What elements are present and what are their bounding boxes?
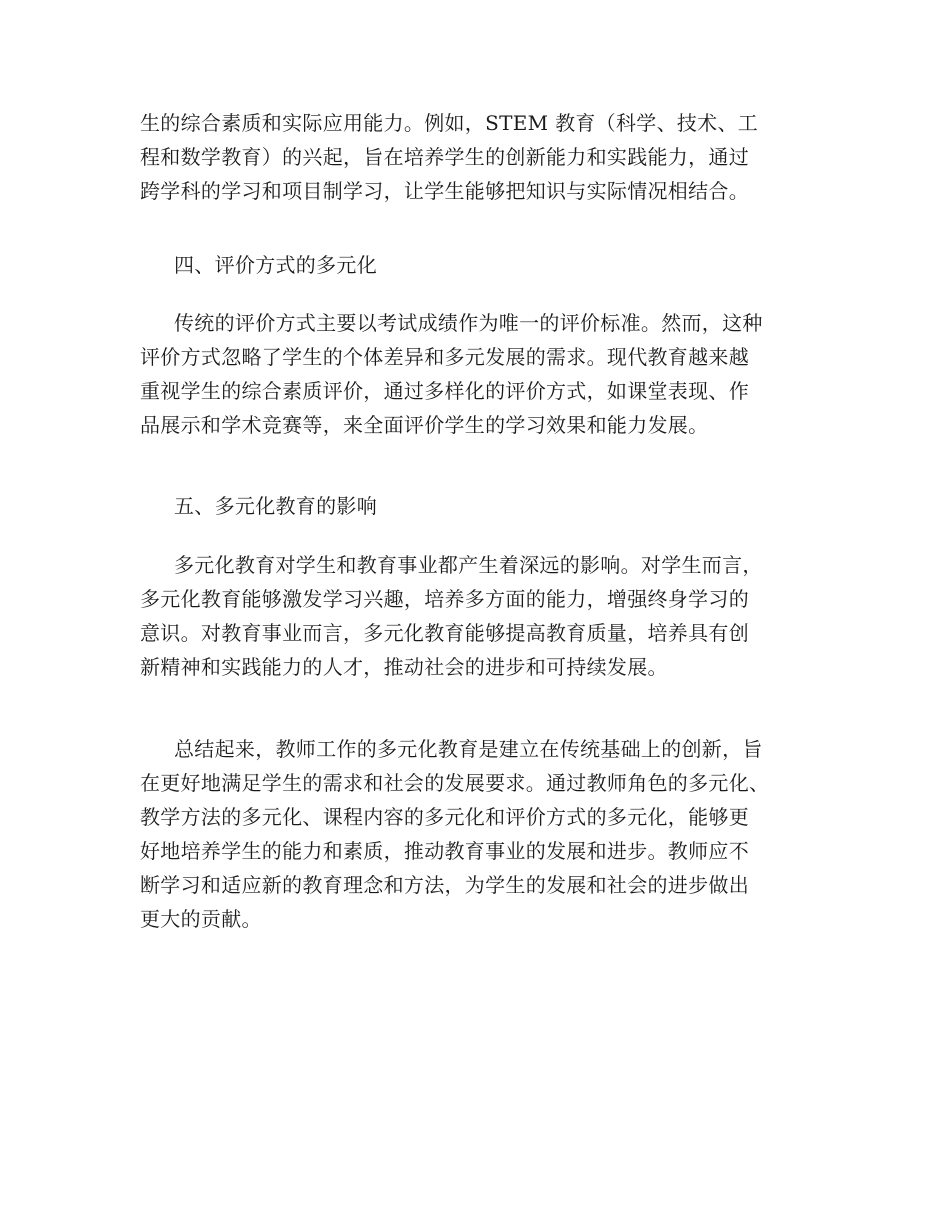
paragraph-evaluation bbox=[140, 306, 840, 442]
paragraph-line: 多元化教育能够激发学习兴趣，培养多方面的能力，增强终身学习的 bbox=[140, 587, 749, 611]
paragraph-line: 意识。对教育事业而言，多元化教育能够提高教育质量，培养具有创 bbox=[140, 621, 749, 645]
paragraph-line: 教学方法的多元化、课程内容的多元化和评价方式的多元化，能够更 bbox=[140, 805, 749, 829]
paragraph-conclusion bbox=[140, 732, 840, 936]
paragraph-line: 好地培养学生的能力和素质，推动教育事业的发展和进步。教师应不 bbox=[140, 839, 749, 863]
paragraph-line: 新精神和实践能力的人才，推动社会的进步和可持续发展。 bbox=[140, 655, 668, 679]
paragraph-line: 程和数学教育）的兴起，旨在培养学生的创新能力和实践能力，通过 bbox=[140, 145, 749, 169]
paragraph-line: 多元化教育对学生和教育事业都产生着深远的影响。对学生而言， bbox=[174, 553, 763, 577]
paragraph-stem-education bbox=[140, 106, 840, 208]
paragraph-line: 生的综合素质和实际应用能力。例如，STEM 教育（科学、技术、工 bbox=[140, 111, 759, 135]
paragraph-line: 在更好地满足学生的需求和社会的发展要求。通过教师角色的多元化、 bbox=[140, 771, 770, 795]
section-heading-4 bbox=[140, 248, 840, 282]
paragraph-line: 断学习和适应新的教育理念和方法，为学生的发展和社会的进步做出 bbox=[140, 873, 749, 897]
paragraph-line: 更大的贡献。 bbox=[140, 907, 262, 931]
heading-text: 四、评价方式的多元化 bbox=[174, 253, 377, 277]
paragraph-line: 跨学科的学习和项目制学习，让学生能够把知识与实际情况相结合。 bbox=[140, 179, 749, 203]
paragraph-impact bbox=[140, 548, 840, 684]
paragraph-line: 传统的评价方式主要以考试成绩作为唯一的评价标准。然而，这种 bbox=[174, 311, 763, 335]
paragraph-line: 品展示和学术竞赛等，来全面评价学生的学习效果和能力发展。 bbox=[140, 413, 709, 437]
section-heading-5 bbox=[140, 489, 840, 523]
heading-text: 五、多元化教育的影响 bbox=[174, 494, 377, 518]
paragraph-line: 评价方式忽略了学生的个体差异和多元发展的需求。现代教育越来越 bbox=[140, 345, 749, 369]
paragraph-line: 重视学生的综合素质评价，通过多样化的评价方式，如课堂表现、作 bbox=[140, 379, 749, 403]
paragraph-line: 总结起来，教师工作的多元化教育是建立在传统基础上的创新，旨 bbox=[174, 737, 763, 761]
